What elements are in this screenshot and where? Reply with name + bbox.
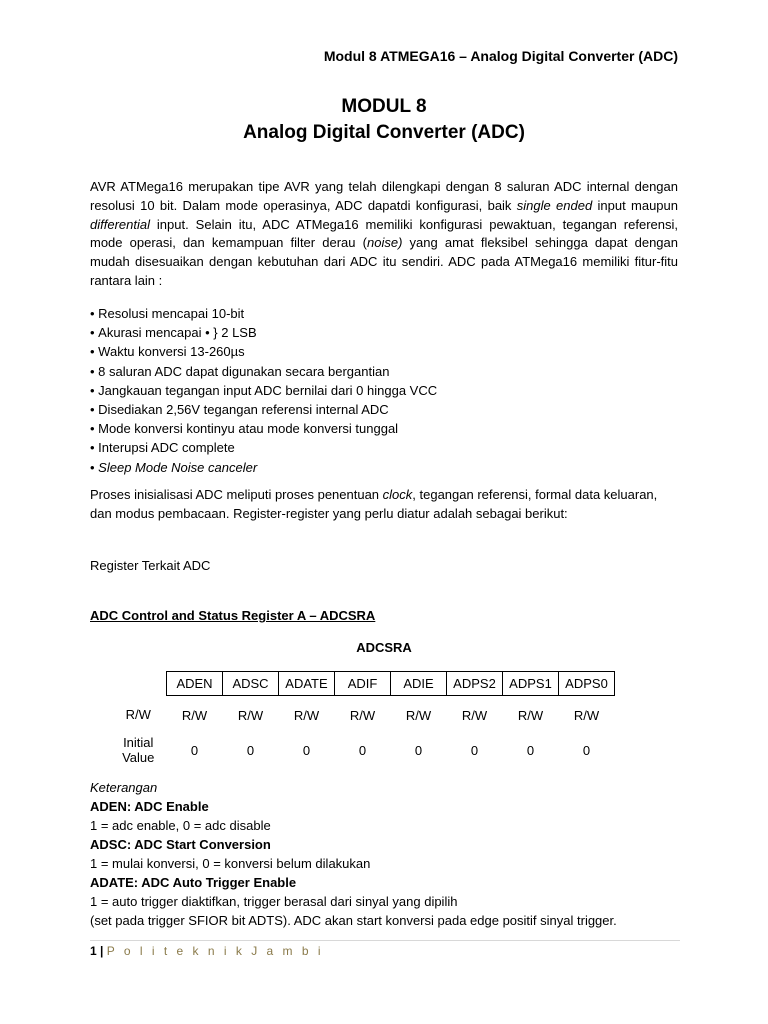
rw-cell: R/W: [517, 707, 544, 723]
initial-cell: 0: [246, 742, 255, 758]
intro-italic-3: noise): [366, 235, 403, 251]
page-number: 1 |: [90, 944, 104, 958]
list-item: • Mode konversi kontinyu atau mode konversi tunggal: [90, 419, 437, 438]
initial-label-line-1: Initial: [123, 735, 154, 750]
intro-text-3: input. Selain itu, ADC ATMega16 memiliki konfigurasi pewaktuan, tegangan referensi, mode operasi, dan kemampuan filter derau (: [90, 216, 678, 251]
bit-cell: ADPS2: [447, 672, 503, 696]
notes-keterangan: [90, 778, 690, 797]
list-item-italic: Sleep Mode Noise canceler: [98, 459, 258, 475]
initial-cell: 0: [470, 742, 479, 758]
table-row: [110, 734, 615, 766]
rw-cell: R/W: [237, 707, 264, 723]
feature-list: [90, 304, 437, 477]
bit-cell: ADIF: [335, 672, 391, 696]
aden-description: 1 = adc enable, 0 = adc disable: [90, 818, 271, 833]
list-item: • Interupsi ADC complete: [90, 438, 437, 457]
initial-cell: 0: [526, 742, 535, 758]
register-caption: ADCSRA: [356, 640, 412, 655]
title-line-2: Analog Digital Converter (ADC): [243, 122, 525, 143]
intro-paragraph: [90, 178, 678, 291]
initial-value-label: [110, 734, 167, 766]
running-header: Modul 8 ATMEGA16 – Analog Digital Converter (ADC): [323, 48, 678, 64]
list-item: • Waktu konversi 13-260µs: [90, 342, 437, 361]
process-paragraph: [90, 486, 678, 524]
process-text-1: Proses inisialisasi ADC meliputi proses penentuan: [90, 487, 383, 502]
rw-cell: R/W: [573, 707, 600, 723]
rw-label: R/W: [125, 707, 151, 723]
intro-text-4: yang amat fleksibel sehingga dapat dengan mudah disesuaikan dengan kebutuhan dari ADC itu sendiri. ADC pada ATMega16 memiliki fitur-fitu rantara lain :: [90, 235, 678, 288]
footer-institution: P o l i t e k n i k J a m b i: [106, 944, 324, 958]
adate-heading: ADATE: ADC Auto Trigger Enable: [90, 875, 297, 890]
intro-italic-2: differential: [90, 216, 150, 232]
adsc-heading: ADSC: ADC Start Conversion: [90, 837, 271, 852]
initial-cell: 0: [414, 742, 423, 758]
list-item: • 8 saluran ADC dapat digunakan secara bergantian: [90, 362, 437, 381]
list-item: • Resolusi mencapai 10-bit: [90, 304, 437, 323]
process-italic-1: clock: [382, 487, 413, 502]
page-footer: [90, 944, 324, 958]
adate-description-1: 1 = auto trigger diaktifkan, trigger berasal dari sinyal yang dipilih: [90, 894, 458, 909]
table-row: [110, 672, 615, 696]
bit-cell: ADPS0: [559, 672, 615, 696]
section-heading: ADC Control and Status Register A – ADCSRA: [90, 608, 376, 623]
table-row: [110, 696, 615, 735]
rw-cell: R/W: [461, 707, 488, 723]
page-title: [0, 94, 768, 146]
initial-cell: 0: [582, 742, 591, 758]
intro-text-2: input maupun: [592, 197, 678, 213]
bit-cell: ADSC: [223, 672, 279, 696]
list-item: • Jangkauan tegangan input ADC bernilai dari 0 hingga VCC: [90, 381, 437, 400]
list-item: • Akurasi mencapai • } 2 LSB: [90, 323, 437, 342]
bit-cell: ADATE: [279, 672, 335, 696]
notes-keterangan-text: Keterangan: [90, 780, 158, 795]
rw-cell: R/W: [181, 707, 208, 723]
initial-cell: 0: [190, 742, 199, 758]
title-line-1: MODUL 8: [341, 96, 427, 117]
bit-cell: ADIE: [391, 672, 447, 696]
rw-cell: R/W: [349, 707, 376, 723]
bit-cell: ADEN: [167, 672, 223, 696]
rw-cell: R/W: [405, 707, 432, 723]
adate-description-2: (set pada trigger SFIOR bit ADTS). ADC akan start konversi pada edge positif sinyal trigger.: [90, 913, 617, 928]
table-cell: [110, 672, 167, 696]
initial-label-line-2: Value: [122, 750, 155, 765]
footer-divider: [90, 940, 680, 941]
notes-section: [90, 778, 690, 930]
intro-italic-1: single ended: [516, 197, 593, 213]
intro-text-1: AVR ATMega16 merupakan tipe AVR yang telah dilengkapi dengan 8 saluran ADC internal dengan resolusi 10 bit. Dalam mode operasinya, ADC dapatdi konfigurasi, baik: [90, 179, 678, 213]
register-related-label: Register Terkait ADC: [90, 558, 211, 573]
initial-cell: 0: [302, 742, 311, 758]
list-item: [90, 458, 437, 477]
rw-cell: R/W: [293, 707, 320, 723]
bit-cell: ADPS1: [503, 672, 559, 696]
list-item: • Disediakan 2,56V tegangan referensi internal ADC: [90, 400, 437, 419]
aden-heading: ADEN: ADC Enable: [90, 799, 209, 814]
adsc-description: 1 = mulai konversi, 0 = konversi belum dilakukan: [90, 856, 371, 871]
process-text-2: , tegangan referensi, formal data keluaran, dan modus pembacaan. Register-register yang perlu diatur adalah sebagai berikut:: [90, 487, 658, 521]
register-table: [110, 671, 615, 766]
initial-cell: 0: [358, 742, 367, 758]
